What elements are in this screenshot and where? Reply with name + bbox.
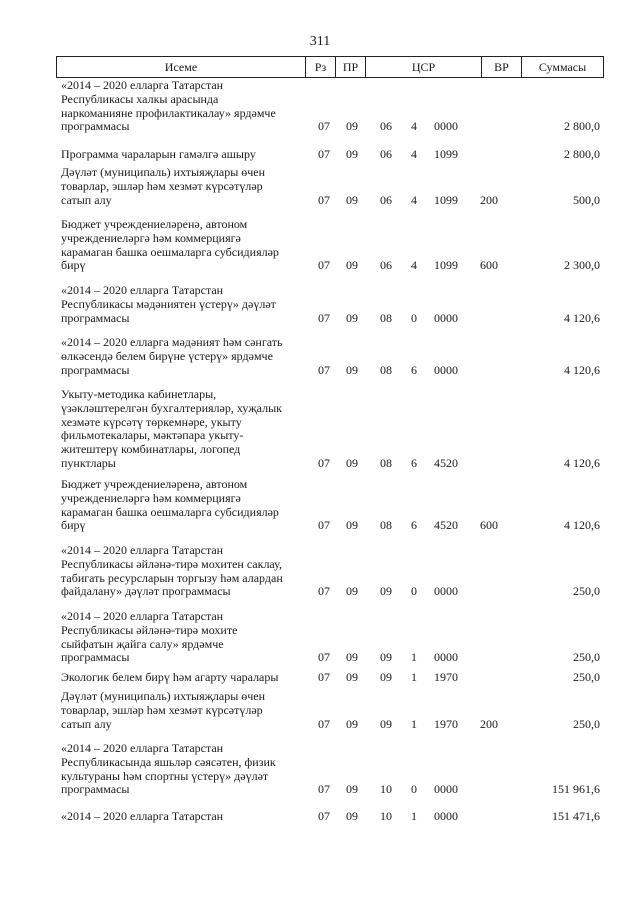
header-sum: Суммасы bbox=[538, 60, 587, 74]
row-name bbox=[61, 671, 306, 685]
cell-rz: 07 bbox=[318, 147, 330, 161]
cell-csr2: 4 bbox=[411, 147, 417, 161]
cell-csr2: 1 bbox=[411, 670, 417, 684]
cell-csr3: 0000 bbox=[434, 782, 458, 797]
row-name-line: учреждениеләргә һәм коммерциягә bbox=[61, 230, 241, 245]
row-name-line: житештерү комбинатлары, логопед bbox=[61, 442, 241, 457]
row-name-line: Дәүләт (муниципаль) ихтыяҗлары өчен bbox=[61, 689, 266, 703]
cell-rz: 07 bbox=[318, 584, 330, 599]
cell-pr: 09 bbox=[346, 518, 358, 533]
cell-pr: 09 bbox=[346, 192, 358, 207]
cell-csr3: 1099 bbox=[434, 258, 458, 273]
row-name-line: учреждениеләргә һәм коммерциягә bbox=[61, 490, 241, 505]
header-rz: Рз bbox=[306, 57, 336, 77]
cell-csr2: 1 bbox=[411, 809, 417, 823]
cell-csr3: 0000 bbox=[434, 650, 458, 665]
cell-rz: 07 bbox=[318, 518, 330, 533]
cell-csr2: 6 bbox=[411, 456, 417, 470]
cell-rz: 07 bbox=[318, 650, 330, 665]
cell-csr2: 0 bbox=[411, 782, 417, 797]
cell-csr2: 0 bbox=[411, 584, 417, 599]
cell-sum: 250,0 bbox=[573, 584, 600, 599]
cell-pr: 09 bbox=[346, 584, 358, 599]
row-name-line: сатып алу bbox=[61, 192, 112, 207]
row-name-line: «2014 – 2020 елларга Татарстан bbox=[61, 741, 224, 755]
cell-vr: 200 bbox=[480, 192, 498, 207]
cell-rz: 07 bbox=[318, 716, 330, 731]
cell-csr1: 06 bbox=[380, 258, 392, 273]
row-name-line: Республикасы мәдәниятен үстерү» дәүләт bbox=[61, 296, 276, 311]
cell-csr2: 1 bbox=[411, 716, 417, 731]
row-name-line: Бюджет учреждениеләренә, автоном bbox=[61, 217, 248, 231]
cell-csr3: 0000 bbox=[434, 119, 458, 134]
row-name-line: культураны һәм спортны үстерү» дәүләт bbox=[61, 768, 269, 783]
cell-pr: 09 bbox=[346, 716, 358, 731]
row-name bbox=[61, 336, 306, 377]
row-name bbox=[61, 148, 306, 162]
cell-csr2: 1 bbox=[411, 650, 417, 665]
cell-pr: 09 bbox=[346, 782, 358, 797]
cell-csr3: 4520 bbox=[434, 456, 458, 470]
row-name-line: үзәкләштерелгән бухгалтерияләр, хуҗалык bbox=[61, 400, 282, 415]
cell-sum: 250,0 bbox=[573, 716, 600, 731]
row-name bbox=[61, 544, 306, 599]
row-name-line: товарлар, эшләр һәм хезмәт күрсәтүләр bbox=[61, 702, 263, 717]
row-name-line: табигать ресурсларын торгызу һәм алардан bbox=[61, 570, 283, 585]
row-name-line: наркоманияне профилактикалау» ярдәмче bbox=[61, 105, 276, 120]
cell-rz: 07 bbox=[318, 362, 330, 377]
cell-csr3: 1099 bbox=[434, 192, 458, 207]
cell-rz: 07 bbox=[318, 310, 330, 325]
cell-rz: 07 bbox=[318, 782, 330, 797]
row-name-line: өлкәсендә белем бирүне үстерү» ярдәмче bbox=[61, 348, 273, 363]
cell-vr: 600 bbox=[480, 518, 498, 533]
cell-sum: 151 471,6 bbox=[552, 809, 600, 823]
cell-sum: 250,0 bbox=[573, 650, 600, 665]
cell-csr2: 4 bbox=[411, 119, 417, 134]
cell-pr: 09 bbox=[346, 809, 358, 823]
row-name-line: Дәүләт (муниципаль) ихтыяҗлары өчен bbox=[61, 165, 266, 179]
row-name bbox=[61, 610, 306, 665]
cell-sum: 4 120,6 bbox=[564, 362, 600, 377]
cell-csr3: 0000 bbox=[434, 809, 458, 823]
cell-csr1: 09 bbox=[380, 670, 392, 684]
cell-csr2: 4 bbox=[411, 192, 417, 207]
cell-csr3: 0000 bbox=[434, 362, 458, 377]
row-name-line: пунктлары bbox=[61, 455, 116, 470]
cell-pr: 09 bbox=[346, 310, 358, 325]
row-name bbox=[61, 79, 306, 134]
cell-pr: 09 bbox=[346, 362, 358, 377]
row-name bbox=[61, 690, 306, 731]
row-name-line: программасы bbox=[61, 119, 130, 134]
cell-sum: 2 800,0 bbox=[564, 147, 600, 161]
row-name bbox=[61, 742, 306, 797]
cell-rz: 07 bbox=[318, 809, 330, 823]
cell-pr: 09 bbox=[346, 147, 358, 161]
cell-sum: 500,0 bbox=[573, 192, 600, 207]
row-name-line: Укыту-методика кабинетлары, bbox=[61, 387, 217, 401]
cell-sum: 4 120,6 bbox=[564, 310, 600, 325]
row-name bbox=[61, 810, 306, 824]
cell-sum: 2 800,0 bbox=[564, 119, 600, 134]
cell-sum: 2 300,0 bbox=[564, 258, 600, 273]
cell-csr3: 0000 bbox=[434, 310, 458, 325]
row-name-line: «2014 – 2020 елларга Татарстан bbox=[61, 809, 224, 823]
row-name-line: бирү bbox=[61, 518, 86, 533]
cell-csr3: 4520 bbox=[434, 518, 458, 533]
header-vr: ВР bbox=[482, 57, 522, 77]
row-name-line: сыйфатын җайга салу» ярдәмче bbox=[61, 636, 224, 651]
row-name-line: Бюджет учреждениеләренә, автоном bbox=[61, 477, 248, 491]
cell-sum: 4 120,6 bbox=[564, 518, 600, 533]
cell-rz: 07 bbox=[318, 258, 330, 273]
row-name bbox=[61, 284, 306, 325]
cell-csr1: 09 bbox=[380, 650, 392, 665]
row-name-line: программасы bbox=[61, 650, 130, 665]
row-name-line: карамаган башка оешмаларга субсидияләр bbox=[61, 244, 279, 259]
header-name: Исеме bbox=[57, 57, 306, 77]
page-number: 311 bbox=[309, 34, 331, 49]
cell-csr3: 1970 bbox=[434, 670, 458, 684]
cell-csr1: 06 bbox=[380, 192, 392, 207]
cell-csr1: 08 bbox=[380, 518, 392, 533]
cell-sum: 250,0 bbox=[573, 670, 600, 684]
header-csr: ЦСР bbox=[366, 57, 482, 77]
row-name-line: Республикасы әйләнә-тирә мохитен саклау, bbox=[61, 556, 282, 571]
cell-pr: 09 bbox=[346, 258, 358, 273]
cell-csr1: 08 bbox=[380, 362, 392, 377]
row-name bbox=[61, 218, 306, 273]
cell-csr2: 6 bbox=[411, 362, 417, 377]
row-name-line: файдалану» дәүләт программасы bbox=[61, 584, 231, 599]
cell-csr1: 10 bbox=[380, 782, 392, 797]
header-pr: ПР bbox=[336, 57, 366, 77]
cell-rz: 07 bbox=[318, 456, 330, 470]
row-name-line: «2014 – 2020 елларга Татарстан bbox=[61, 609, 224, 623]
row-name-line: Программа чараларын гамәлгә ашыру bbox=[61, 147, 256, 161]
row-name-line: Республикасы әйләнә-тирә мохите bbox=[61, 622, 238, 637]
row-name-line: программасы bbox=[61, 782, 130, 797]
row-name bbox=[61, 478, 306, 533]
row-name-line: Республикасында яшьләр сәясәтен, физик bbox=[61, 754, 276, 769]
cell-csr3: 1970 bbox=[434, 716, 458, 731]
cell-csr2: 4 bbox=[411, 258, 417, 273]
row-name bbox=[61, 388, 306, 471]
row-name-line: программасы bbox=[61, 362, 130, 377]
row-name bbox=[61, 166, 306, 207]
cell-pr: 09 bbox=[346, 119, 358, 134]
cell-csr1: 09 bbox=[380, 584, 392, 599]
row-name-line: «2014 – 2020 елларга Татарстан bbox=[61, 543, 224, 557]
cell-csr2: 0 bbox=[411, 310, 417, 325]
cell-sum: 151 961,6 bbox=[552, 782, 600, 797]
cell-rz: 07 bbox=[318, 192, 330, 207]
row-name-line: Экологик белем бирү һәм агарту чаралары bbox=[61, 670, 279, 684]
cell-rz: 07 bbox=[318, 670, 330, 684]
row-name-line: бирү bbox=[61, 258, 86, 273]
cell-pr: 09 bbox=[346, 650, 358, 665]
cell-csr1: 06 bbox=[380, 147, 392, 161]
cell-csr1: 08 bbox=[380, 456, 392, 470]
row-name-line: Республикасы халкы арасында bbox=[61, 91, 219, 106]
table-header bbox=[56, 56, 604, 78]
cell-vr: 200 bbox=[480, 716, 498, 731]
row-name-line: программасы bbox=[61, 310, 130, 325]
cell-csr1: 06 bbox=[380, 119, 392, 134]
cell-rz: 07 bbox=[318, 119, 330, 134]
row-name-line: «2014 – 2020 елларга Татарстан bbox=[61, 283, 224, 297]
cell-csr2: 6 bbox=[411, 518, 417, 533]
cell-sum: 4 120,6 bbox=[564, 456, 600, 470]
row-name-line: «2014 – 2020 елларга мәдәният һәм сәнгать bbox=[61, 335, 283, 349]
row-name-line: «2014 – 2020 елларга Татарстан bbox=[61, 78, 224, 92]
cell-csr1: 10 bbox=[380, 809, 392, 823]
cell-csr1: 08 bbox=[380, 310, 392, 325]
cell-vr: 600 bbox=[480, 258, 498, 273]
cell-csr1: 09 bbox=[380, 716, 392, 731]
cell-pr: 09 bbox=[346, 456, 358, 470]
row-name-line: сатып алу bbox=[61, 716, 112, 731]
row-name-line: товарлар, эшләр һәм хезмәт күрсәтүләр bbox=[61, 178, 263, 193]
cell-csr3: 0000 bbox=[434, 584, 458, 599]
row-name-line: фильмотекалары, мәктәпара укыту- bbox=[61, 428, 244, 443]
cell-pr: 09 bbox=[346, 670, 358, 684]
cell-csr3: 1099 bbox=[434, 147, 458, 161]
row-name-line: карамаган башка оешмаларга субсидияләр bbox=[61, 504, 279, 519]
row-name-line: хезмәте күрсәтү төркемнәре, укыту bbox=[61, 414, 242, 429]
